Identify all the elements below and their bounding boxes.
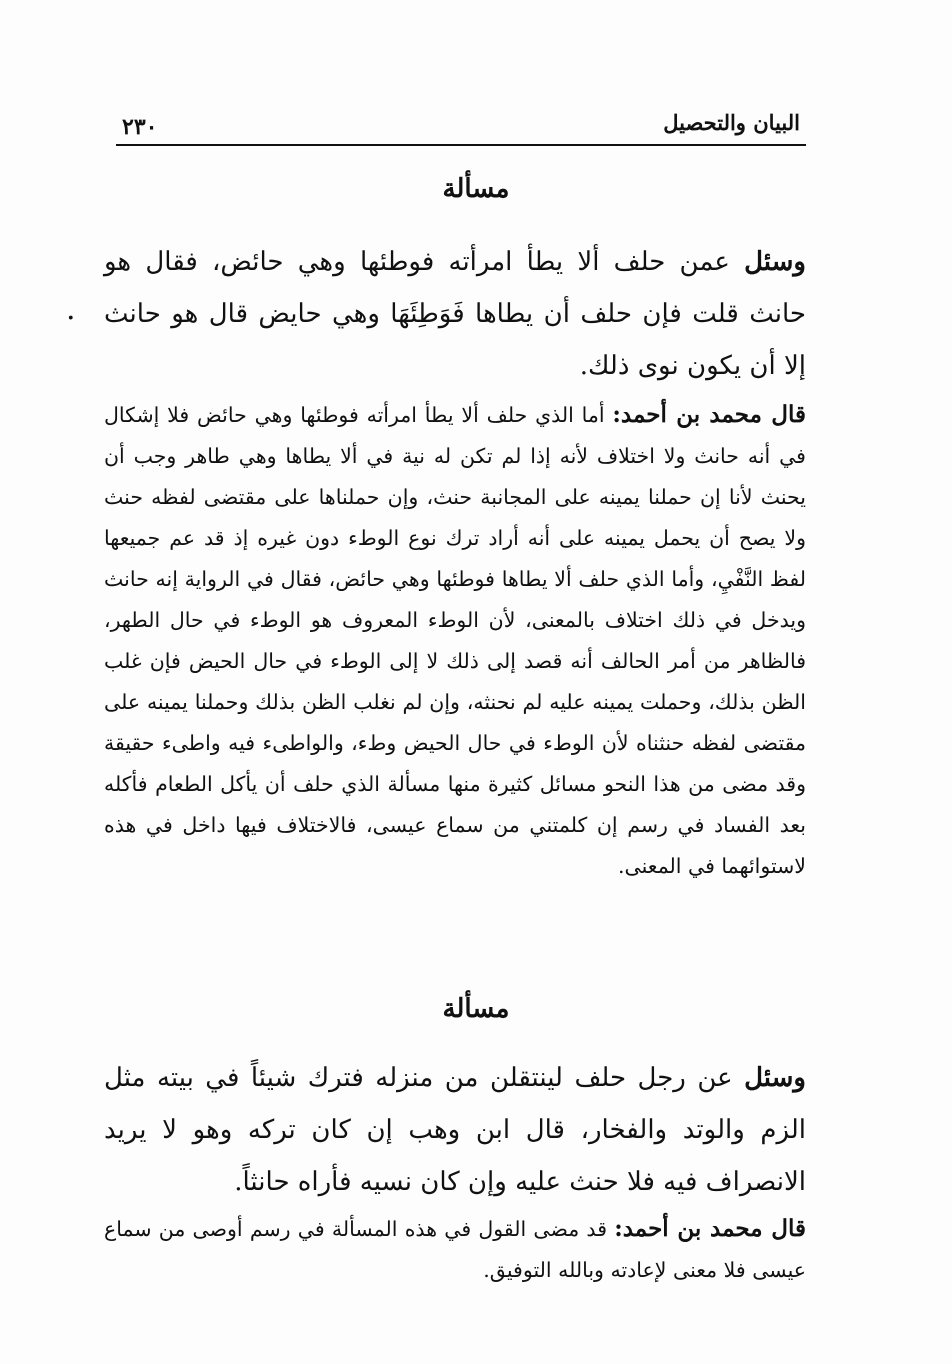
question-text-2: عن رجل حلف لينتقلن من منزله فترك شيئاً في بيته مثل الزم والوتد والفخار، قال ابن وهب إن كان تركه وهو لا يريد الانصراف فيه فلا حنث عليه وإن كان نسيه فأراه حانثاً.	[104, 1063, 806, 1197]
page-header	[116, 108, 806, 146]
question-text-1: عمن حلف ألا يطأ امرأته فوطئها وهي حائض، فقال هو حانث قلت فإن حلف أن يطاها فَوَطِئَهَا وهي حايض قال هو حانث إلا أن يكون نوى ذلك.	[104, 247, 806, 381]
question-paragraph-1	[104, 236, 806, 392]
page-number: ٢٣٠	[122, 114, 158, 140]
question-lead-2: وسئل	[744, 1063, 806, 1093]
question-lead-1: وسئل	[744, 247, 806, 277]
running-title: البيان والتحصيل	[663, 110, 800, 135]
commentary-text-1: أما الذي حلف ألا يطأ امرأته فوطئها وهي حائض فلا إشكال في أنه حانث ولا اختلاف لأنه إذا لم تكن له نية في ألا يطاها وهي طاهر وجب أن يحنث لأنا إن حملنا يمينه على المجانبة حنث، وإن حملناها على مقتضى لفظه حنث ولا يصح أن يحمل يمينه على أنه أراد ترك نوع الوطء دون غيره إذ قد عم جميعها لفظ النَّفْيِ، وأما الذي حلف ألا يطاها فوطئها وهي حائض، فقال في الرواية إنه حانث ويدخل في ذلك اختلاف بالمعنى، لأن الوطء المعروف هو الوطء في حال الطهر، فالظاهر من أمر الحالف أنه قصد إلى ذلك لا إلى الوطء في حال الحيض فإن غلب الظن بذلك، وحملت يمينه عليه لم نحنثه، وإن لم نغلب الظن بذلك وحملنا يمينه على مقتضى لفظه حنثناه لأن الوطء في حال الحيض وطء، والواطىء فيه واطىء حقيقة وقد مضى من هذا النحو مسائل كثيرة منها مسألة الذي حلف أن يأكل الطعام فأكله بعد الفساد في رسم إن كلمتني من سماع عيسى، فالاختلاف فيها داخل في هذه لاستوائهما في المعنى.	[104, 403, 806, 878]
margin-mark: .	[66, 292, 76, 327]
question-paragraph-2	[104, 1052, 806, 1208]
section-heading-1: مسألة	[442, 174, 510, 204]
commentary-lead-2: قال محمد بن أحمد:	[614, 1215, 806, 1242]
commentary-lead-1: قال محمد بن أحمد:	[612, 401, 806, 428]
section-heading-2: مسألة	[442, 994, 510, 1024]
commentary-paragraph-1	[104, 394, 806, 887]
commentary-paragraph-2	[104, 1208, 806, 1291]
commentary-text-2: قد مضى القول في هذه المسألة في رسم أوصى من سماع عيسى فلا معنى لإعادته وبالله التوفيق.	[104, 1217, 806, 1282]
